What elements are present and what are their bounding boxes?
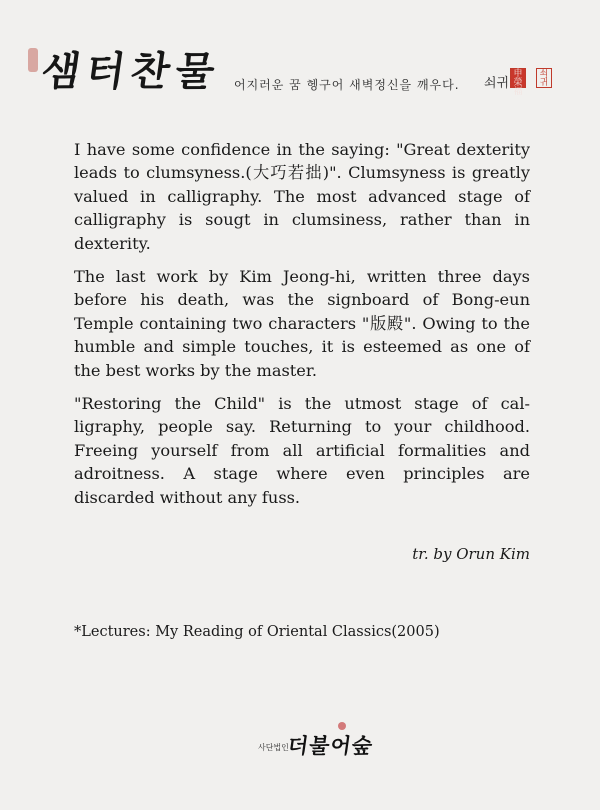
- brand-title: 샘터찬물: [38, 49, 224, 95]
- seal-stamp-icon: 申榮福: [510, 68, 526, 88]
- header: [22, 38, 582, 98]
- footnote: *Lectures: My Reading of Oriental Classics(2005): [74, 624, 440, 640]
- footer-logo: [258, 728, 378, 768]
- org-prefix: 사단법인: [258, 743, 289, 752]
- org-name: 더불어숲: [286, 734, 375, 758]
- org-seal-icon: [338, 722, 346, 730]
- small-seal-icon: [28, 48, 38, 72]
- paragraph-3: "Restoring the Child" is the utmost stage of calligraphy, people say. Returning to your childhood. Freeing yourself from all artificial formalities and adroitness. A stage where even principles are discarded without any fuss.: [74, 394, 530, 507]
- motto: 어지러운 꿈 헹구어 새벽정신을 깨우다.: [234, 78, 460, 92]
- signature: 쇠귀: [484, 76, 510, 91]
- paragraph-1: I have some confidence in the saying: "Great dexterity leads to clumsyness.(大巧若拙)". Clumsyness is greatly valued in calligraphy. The most advanced stage of calligraphy is sougt in clumsiness, rather than in dexterity.: [74, 140, 530, 253]
- translator-credit: tr. by Orun Kim: [412, 545, 530, 563]
- seal-stamp-outline-icon: 쇠귀: [536, 68, 552, 88]
- essay-body: [74, 138, 530, 519]
- paragraph-2: The last work by Kim Jeong-hi, written three days before his death, was the signboard of Bong-eun Temple containing two characters "版殿". Owing to the humble and simple touches, it is esteemed as one of the best works by the master.: [74, 267, 530, 380]
